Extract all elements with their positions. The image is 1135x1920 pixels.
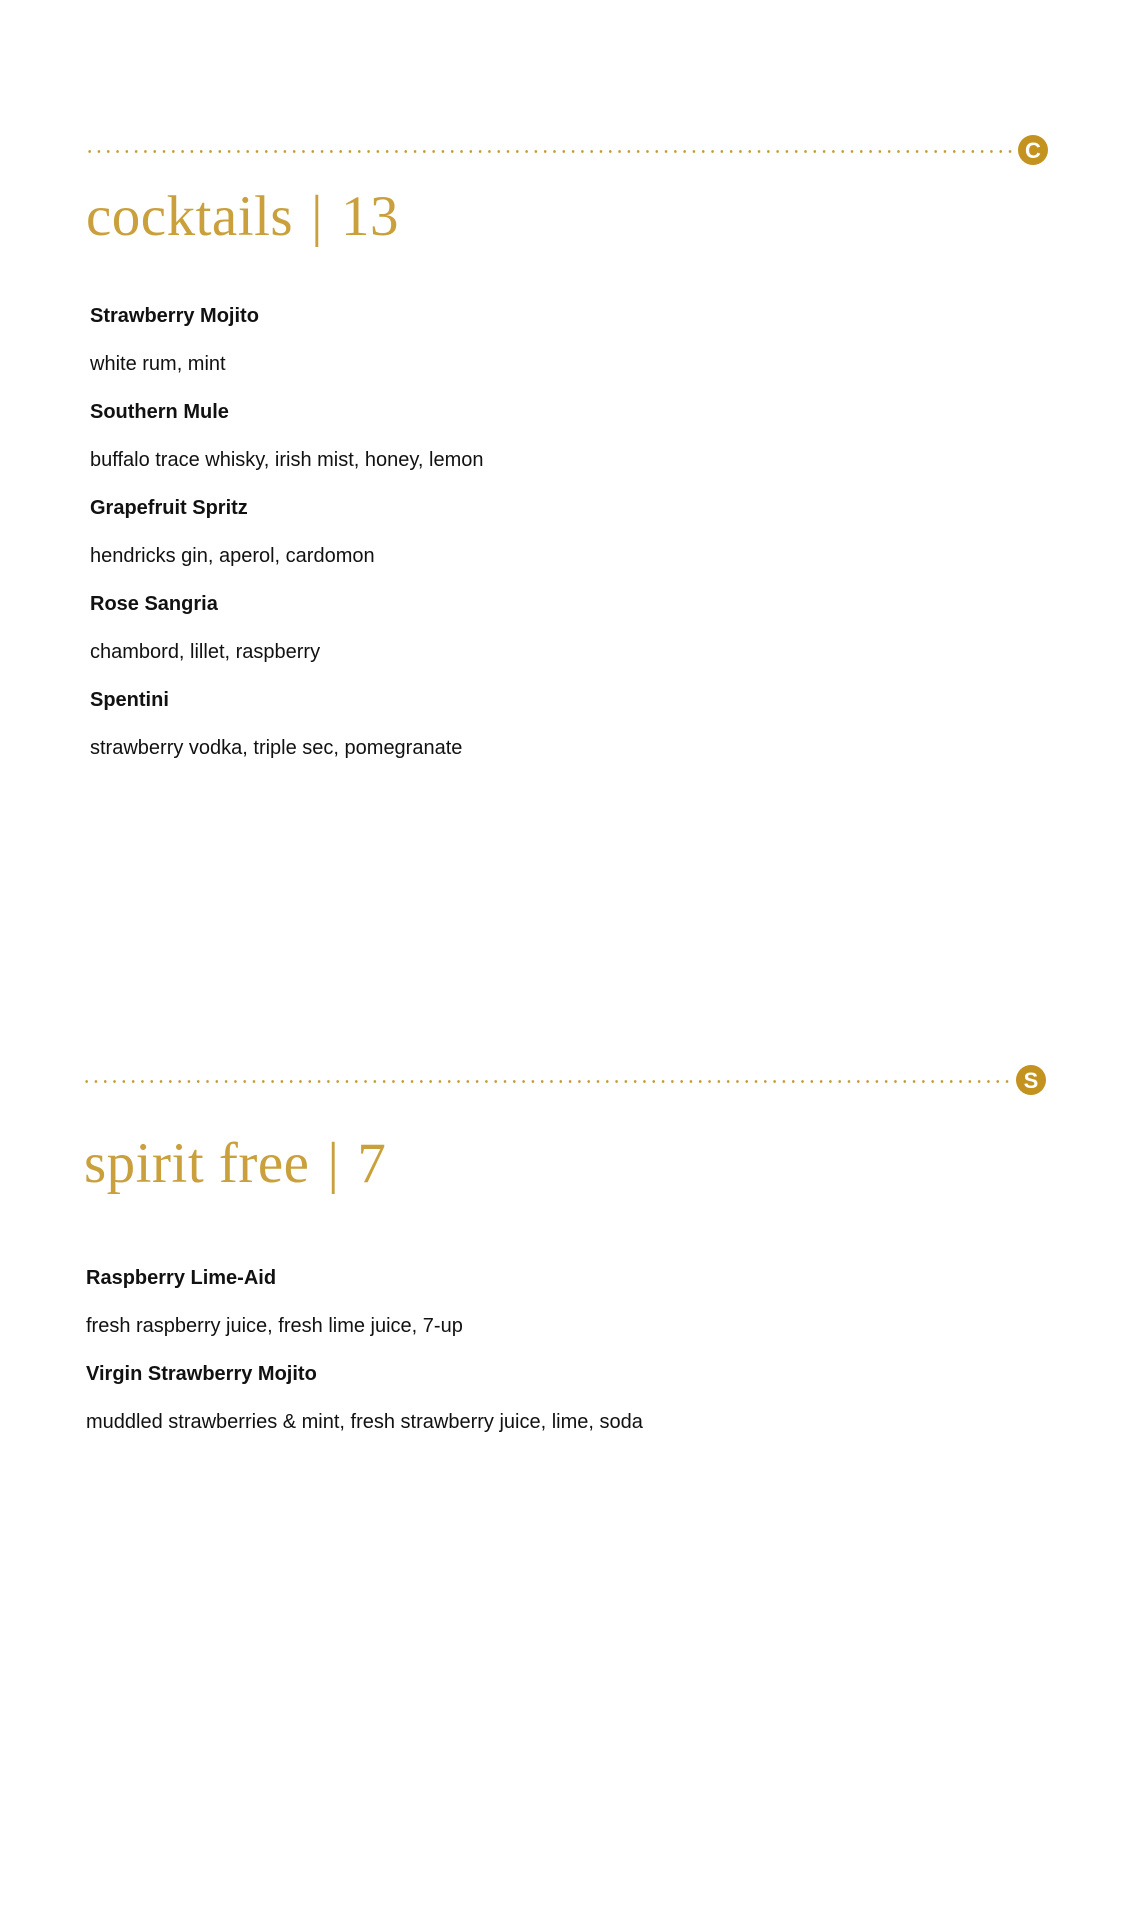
menu-item-description: hendricks gin, aperol, cardomon bbox=[90, 545, 375, 567]
heading-separator: | bbox=[327, 1132, 340, 1195]
section-heading bbox=[86, 185, 400, 248]
section-divider bbox=[85, 135, 1050, 167]
section-title: cocktails bbox=[86, 185, 294, 248]
menu-item-description: chambord, lillet, raspberry bbox=[90, 641, 321, 663]
menu-item-name: Southern Mule bbox=[90, 401, 229, 423]
section-price: 13 bbox=[341, 185, 400, 248]
dotted-rule bbox=[82, 1080, 1012, 1083]
section-heading bbox=[84, 1132, 387, 1195]
menu-item-name: Raspberry Lime-Aid bbox=[86, 1267, 277, 1289]
menu-item-name: Virgin Strawberry Mojito bbox=[86, 1363, 317, 1385]
menu-item-name: Grapefruit Spritz bbox=[90, 497, 248, 519]
dotted-rule bbox=[85, 150, 1013, 153]
menu-item-description: muddled strawberries & mint, fresh strawberry juice, lime, soda bbox=[86, 1411, 643, 1433]
section-title: spirit free bbox=[84, 1132, 310, 1195]
section-letter-badge: S bbox=[1016, 1065, 1046, 1095]
section-divider bbox=[82, 1065, 1050, 1097]
menu-item-name: Strawberry Mojito bbox=[90, 305, 259, 327]
menu-item-description: buffalo trace whisky, irish mist, honey, lemon bbox=[90, 449, 484, 471]
menu-item-description: white rum, mint bbox=[90, 353, 226, 375]
section-price: 7 bbox=[357, 1132, 387, 1195]
menu-item-list bbox=[86, 1266, 643, 1458]
menu-item-description: strawberry vodka, triple sec, pomegranate bbox=[90, 737, 463, 759]
section-letter-badge: C bbox=[1018, 135, 1048, 165]
menu-item-name: Spentini bbox=[90, 689, 169, 711]
menu-item-list bbox=[90, 304, 484, 784]
menu-item-description: fresh raspberry juice, fresh lime juice, 7-up bbox=[86, 1315, 463, 1337]
heading-separator: | bbox=[311, 185, 324, 248]
menu-item-name: Rose Sangria bbox=[90, 593, 218, 615]
